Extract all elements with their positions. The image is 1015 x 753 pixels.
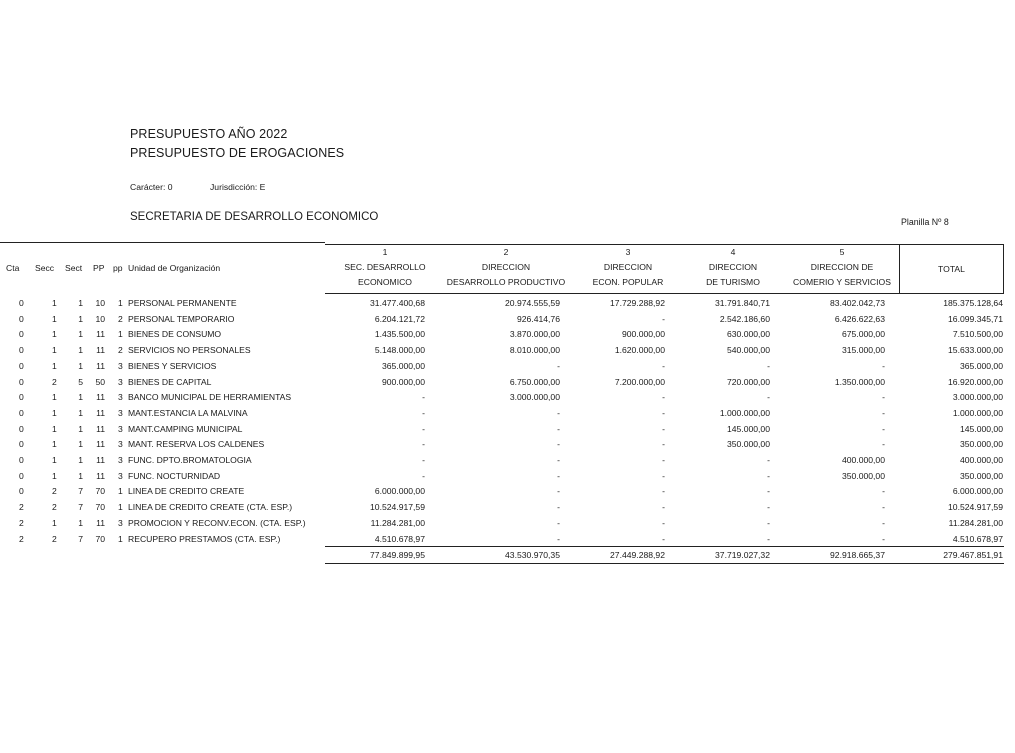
cell-pp-upper: 10 [95,313,105,324]
cell-pp-lower: 2 [118,345,123,356]
table-right-border [1003,244,1004,294]
cell-sect: 1 [78,423,83,434]
cell-total: 4.510.678,97 [952,533,1003,544]
cell-pp-upper: 11 [96,455,105,465]
cell-total: 400.000,00 [959,455,1003,465]
cell-total: 350.000,00 [959,439,1003,450]
cell-pp-lower: 3 [118,407,123,418]
cell-total: 16.099.345,71 [948,313,1003,324]
cell-value-col-1: 900.000,00 [381,376,425,387]
cell-unidad: MANT.CAMPING MUNICIPAL [128,423,243,434]
cell-value-col-4: - [767,360,770,371]
cell-value-col-5: - [882,360,885,371]
cell-secc: 2 [52,533,57,544]
column-header-econ-popular [578,245,678,290]
column-title-line1: DIRECCION [603,262,653,272]
cell-pp-upper: 70 [95,533,105,544]
cell-unidad: SERVICIOS NO PERSONALES [128,345,251,356]
table-row [0,295,1015,311]
column-title-line1: DIRECCION [708,262,758,272]
cell-value-col-5: 315.000,00 [841,345,885,356]
cell-value-col-5: 675.000,00 [841,329,885,340]
planilla-label: Planilla Nº 8 [901,217,949,227]
table-row [0,468,1015,484]
cell-unidad: MANT.ESTANCIA LA MALVINA [128,407,248,418]
cell-pp-lower: 1 [118,502,123,513]
cell-secc: 1 [52,360,57,371]
totals-bottom-rule [325,563,1004,564]
cell-value-col-3: - [662,533,665,544]
cell-value-col-5: - [882,517,885,528]
cell-cta: 0 [19,407,24,418]
cell-pp-lower: 3 [118,455,123,465]
caracter-label: Carácter: 0 [130,182,173,192]
cell-cta: 0 [19,376,24,387]
cell-value-col-4: 350.000,00 [726,439,770,450]
cell-value-col-5: - [882,486,885,497]
cell-pp-lower: 1 [118,486,123,497]
column-number: 3 [625,247,631,257]
cell-total: 7.510.500,00 [952,329,1003,340]
table-row [0,405,1015,421]
cell-unidad: RECUPERO PRESTAMOS (CTA. ESP.) [128,533,281,544]
cell-pp-lower: 1 [118,298,123,308]
cell-value-col-5: - [882,423,885,434]
cell-cta: 0 [19,298,24,308]
cell-secc: 1 [52,392,57,403]
cell-sect: 5 [78,376,83,387]
cell-value-col-1: - [422,423,425,434]
secretaria-title: SECRETARIA DE DESARROLLO ECONOMICO [130,211,379,223]
cell-value-col-2: 20.974.555,59 [505,298,560,308]
cell-cta: 0 [19,313,24,324]
cell-pp-lower: 1 [118,329,123,340]
cell-secc: 1 [52,517,57,528]
header-cta: Cta [6,263,20,273]
cell-sect: 1 [78,329,83,340]
cell-secc: 1 [52,298,57,308]
cell-pp-upper: 11 [96,329,105,340]
cell-value-col-4: - [767,486,770,497]
cell-value-col-1: 365.000,00 [381,360,425,371]
cell-pp-upper: 11 [96,345,105,356]
cell-secc: 1 [52,439,57,450]
cell-cta: 0 [19,439,24,450]
cell-cta: 0 [19,470,24,481]
jurisdiccion-label: Jurisdicción: E [210,182,266,192]
cell-pp-lower: 3 [118,517,123,528]
cell-value-col-5: - [882,533,885,544]
cell-cta: 0 [19,329,24,340]
header-sect: Sect [65,263,83,273]
grand-total: 279.467.851,91 [943,550,1003,560]
cell-value-col-4: 1.000.000,00 [719,407,770,418]
cell-pp-lower: 3 [118,423,123,434]
cell-pp-upper: 11 [96,470,105,481]
cell-value-col-2: - [557,470,560,481]
cell-value-col-1: - [422,392,425,403]
cell-value-col-3: - [662,502,665,513]
column-header-total: TOTAL [938,264,965,274]
cell-value-col-1: - [422,455,425,465]
cell-secc: 1 [52,345,57,356]
cell-pp-lower: 3 [118,470,123,481]
cell-secc: 2 [52,486,57,497]
cell-unidad: MANT. RESERVA LOS CALDENES [128,439,265,450]
cell-sect: 1 [78,470,83,481]
column-number: 1 [382,247,388,257]
cell-sect: 1 [78,439,83,450]
table-row [0,326,1015,342]
table-row [0,452,1015,468]
cell-total: 145.000,00 [959,423,1003,434]
cell-pp-upper: 10 [95,298,105,308]
document-subtitle: PRESUPUESTO DE EROGACIONES [130,146,345,160]
cell-sect: 7 [78,502,83,513]
cell-value-col-1: 5.148.000,00 [374,345,425,356]
cell-value-col-2: - [557,360,560,371]
cell-sect: 7 [78,533,83,544]
cell-value-col-3: - [662,517,665,528]
cell-value-col-1: 31.477.400,68 [370,298,425,308]
table-row [0,483,1015,499]
cell-value-col-3: - [662,423,665,434]
cell-value-col-4: 2.542.186,60 [719,313,770,324]
cell-value-col-3: - [662,439,665,450]
cell-total: 15.633.000,00 [948,345,1003,356]
cell-value-col-4: - [767,470,770,481]
cell-value-col-5: 83.402.042,73 [830,298,885,308]
header-pp-upper: PP [93,263,105,273]
cell-value-col-4: 31.791.840,71 [715,298,770,308]
cell-total: 10.524.917,59 [948,502,1003,513]
cell-secc: 1 [52,423,57,434]
cell-value-col-4: - [767,502,770,513]
cell-unidad: LINEA DE CREDITO CREATE (CTA. ESP.) [128,502,293,513]
cell-cta: 2 [19,533,24,544]
column-header-comercio-servicios [788,245,896,290]
column-title-line1: SEC. DESARROLLO [344,262,426,272]
cell-unidad: PROMOCION Y RECONV.ECON. (CTA. ESP.) [128,517,306,528]
table-row [0,311,1015,327]
cell-value-col-4: - [767,392,770,403]
cell-pp-upper: 11 [96,423,105,434]
cell-unidad: FUNC. DPTO.BROMATOLOGIA [128,455,252,465]
cell-total: 16.920.000,00 [948,376,1003,387]
cell-sect: 1 [78,345,83,356]
column-number: 4 [730,247,736,257]
cell-total: 3.000.000,00 [952,392,1003,403]
total-col-4: 37.719.027,32 [715,550,770,560]
cell-value-col-5: - [882,502,885,513]
cell-pp-upper: 70 [95,486,105,497]
total-col-1: 77.849.899,95 [370,550,425,560]
cell-pp-upper: 11 [96,360,105,371]
cell-value-col-3: 900.000,00 [621,329,665,340]
totals-row [0,547,1015,563]
table-row [0,389,1015,405]
table-row [0,342,1015,358]
cell-total: 350.000,00 [959,470,1003,481]
cell-value-col-4: - [767,455,770,465]
cell-value-col-3: - [662,313,665,324]
cell-total: 11.284.281,00 [948,517,1003,528]
table-row [0,374,1015,390]
cell-value-col-2: 926.414,76 [516,313,560,324]
cell-value-col-5: 350.000,00 [841,470,885,481]
column-title-line1: DIRECCION [481,262,531,272]
cell-cta: 0 [19,423,24,434]
header-bottom-rule [325,293,1004,294]
cell-value-col-4: 630.000,00 [726,329,770,340]
cell-pp-lower: 2 [118,313,123,324]
table-row [0,515,1015,531]
cell-secc: 1 [52,455,57,465]
cell-pp-lower: 1 [118,533,123,544]
cell-value-col-5: 400.000,00 [841,455,885,465]
cell-unidad: PERSONAL TEMPORARIO [128,313,235,324]
cell-value-col-1: 10.524.917,59 [370,502,425,513]
cell-pp-upper: 11 [96,407,105,418]
cell-pp-lower: 3 [118,360,123,371]
table-row [0,531,1015,547]
cell-value-col-5: 6.426.622,63 [834,313,885,324]
cell-sect: 1 [78,392,83,403]
cell-pp-lower: 3 [118,392,123,403]
cell-value-col-4: 720.000,00 [726,376,770,387]
header-secc: Secc [35,263,55,273]
column-title-line2: DE TURISMO [706,277,760,287]
cell-value-col-3: - [662,360,665,371]
column-title-line1: DIRECCION DE [810,262,874,272]
cell-value-col-2: - [557,486,560,497]
cell-sect: 1 [78,298,83,308]
column-title-line2: ECONOMICO [358,277,412,287]
cell-cta: 2 [19,502,24,513]
cell-unidad: BANCO MUNICIPAL DE HERRAMIENTAS [128,392,292,403]
cell-value-col-1: 6.000.000,00 [374,486,425,497]
cell-secc: 1 [52,313,57,324]
table-row [0,421,1015,437]
cell-unidad: LINEA DE CREDITO CREATE [128,486,245,497]
cell-value-col-3: - [662,455,665,465]
cell-pp-upper: 70 [95,502,105,513]
cell-pp-upper: 50 [95,376,105,387]
column-title-line2: COMERIO Y SERVICIOS [793,277,891,287]
cell-cta: 2 [19,517,24,528]
cell-unidad: BIENES DE CAPITAL [128,376,212,387]
cell-value-col-3: - [662,470,665,481]
cell-cta: 0 [19,360,24,371]
cell-sect: 1 [78,455,83,465]
cell-sect: 1 [78,407,83,418]
table-row [0,358,1015,374]
cell-value-col-1: - [422,439,425,450]
cell-value-col-1: - [422,407,425,418]
cell-value-col-1: 6.204.121,72 [374,313,425,324]
cell-unidad: FUNC. NOCTURNIDAD [128,470,221,481]
cell-value-col-5: - [882,392,885,403]
cell-value-col-2: 8.010.000,00 [509,345,560,356]
cell-value-col-2: - [557,533,560,544]
left-top-rule [0,242,325,243]
table-row [0,436,1015,452]
cell-value-col-3: - [662,486,665,497]
cell-sect: 7 [78,486,83,497]
cell-sect: 1 [78,360,83,371]
cell-value-col-2: - [557,502,560,513]
cell-cta: 0 [19,345,24,356]
cell-value-col-5: 1.350.000,00 [834,376,885,387]
cell-value-col-3: 17.729.288,92 [610,298,665,308]
column-header-desarrollo-productivo [445,245,567,290]
cell-value-col-3: 1.620.000,00 [614,345,665,356]
cell-value-col-1: 11.284.281,00 [370,517,425,528]
cell-cta: 0 [19,455,24,465]
cell-total: 185.375.128,64 [943,298,1003,308]
cell-pp-lower: 3 [118,376,123,387]
cell-value-col-1: - [422,470,425,481]
cell-pp-lower: 3 [118,439,123,450]
cell-value-col-4: - [767,533,770,544]
cell-value-col-1: 4.510.678,97 [374,533,425,544]
cell-value-col-3: 7.200.000,00 [614,376,665,387]
cell-value-col-2: - [557,439,560,450]
column-header-sec-desarrollo [325,245,445,290]
cell-secc: 2 [52,502,57,513]
cell-secc: 1 [52,470,57,481]
cell-pp-upper: 11 [96,392,105,403]
cell-unidad: BIENES Y SERVICIOS [128,360,217,371]
cell-value-col-2: - [557,517,560,528]
cell-value-col-4: 540.000,00 [726,345,770,356]
cell-value-col-1: 1.435.500,00 [374,329,425,340]
cell-value-col-5: - [882,407,885,418]
column-number: 2 [503,247,509,257]
total-col-2: 43.530.970,35 [505,550,560,560]
cell-value-col-2: - [557,423,560,434]
cell-pp-upper: 11 [96,517,105,528]
cell-value-col-2: - [557,455,560,465]
total-col-5: 92.918.665,37 [830,550,885,560]
column-title-line2: DESARROLLO PRODUCTIVO [446,277,566,287]
total-col-3: 27.449.288,92 [610,550,665,560]
cell-unidad: BIENES DE CONSUMO [128,329,222,340]
column-number: 5 [839,247,845,257]
cell-pp-upper: 11 [96,439,105,450]
cell-secc: 2 [52,376,57,387]
header-unidad: Unidad de Organización [128,263,221,273]
cell-secc: 1 [52,407,57,418]
cell-value-col-2: 3.000.000,00 [509,392,560,403]
table-row [0,499,1015,515]
cell-cta: 0 [19,486,24,497]
cell-value-col-4: 145.000,00 [726,423,770,434]
cell-value-col-4: - [767,517,770,528]
cell-total: 365.000,00 [959,360,1003,371]
cell-value-col-2: 6.750.000,00 [509,376,560,387]
cell-value-col-2: 3.870.000,00 [509,329,560,340]
cell-cta: 0 [19,392,24,403]
cell-value-col-2: - [557,407,560,418]
document-title: PRESUPUESTO AÑO 2022 [130,127,288,141]
cell-sect: 1 [78,517,83,528]
cell-total: 1.000.000,00 [952,407,1003,418]
cell-value-col-3: - [662,407,665,418]
cell-value-col-3: - [662,392,665,403]
cell-secc: 1 [52,329,57,340]
header-pp-lower: pp [113,263,123,273]
column-title-line2: ECON. POPULAR [592,277,664,287]
cell-unidad: PERSONAL PERMANENTE [128,298,237,308]
column-header-turismo [688,245,778,290]
cell-sect: 1 [78,313,83,324]
cell-value-col-5: - [882,439,885,450]
cell-total: 6.000.000,00 [952,486,1003,497]
